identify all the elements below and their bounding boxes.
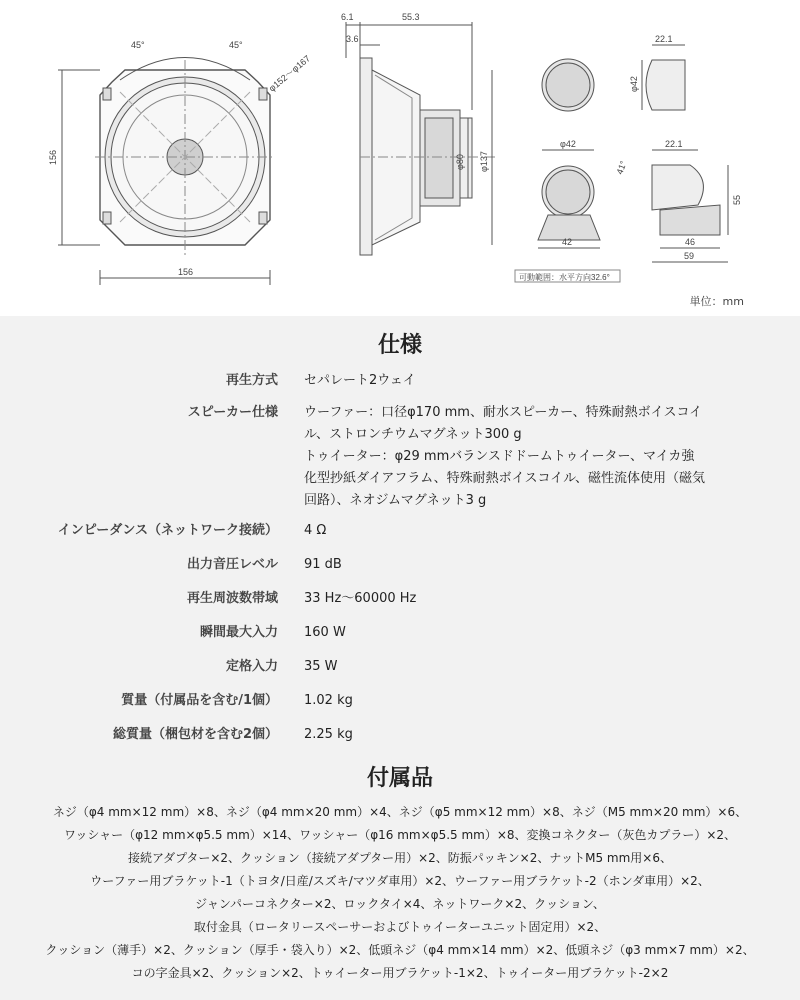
spec-value-line: ル、ストロンチウムマグネット300 g <box>304 427 522 442</box>
accessories-line: ネジ（φ4 mm×12 mm）×8、ネジ（φ4 mm×20 mm）×4、ネジ（φ5 mm×12 mm）×8、ネジ（M5 mm×20 mm）×6、 <box>52 805 748 819</box>
accessories-title: 付属品 <box>366 766 433 791</box>
woofer-front-view <box>58 58 275 286</box>
accessories-line: ワッシャー（φ12 mm×φ5.5 mm）×14、ワッシャー（φ16 mm×φ5.5 mm）×8、変換コネクター（灰色カプラー）×2、 <box>63 828 737 842</box>
spec-value-line: 35 W <box>304 659 338 674</box>
dimension-drawing <box>0 0 800 316</box>
spec-title: 仕様 <box>377 333 422 358</box>
spec-value-line: 4 Ω <box>304 523 327 538</box>
dim-side-depth-a: 6.1 <box>341 12 354 22</box>
dim-tweeter-dia-side: φ42 <box>629 76 639 92</box>
spec-value-line: 2.25 kg <box>304 727 353 742</box>
accessories-line: 取付金具（ロータリースペーサーおよびトゥイーターユニット固定用）×2、 <box>193 920 607 934</box>
spec-label: 総質量（梱包材を含む2個） <box>112 727 278 742</box>
accessories-line: クッション（薄手）×2、クッション（厚手・袋入り）×2、低頭ネジ（φ4 mm×14 mm）×2、低頭ネジ（φ3 mm×7 mm）×2、 <box>45 943 755 957</box>
dim-tweeter-stand-width: 42 <box>562 237 573 247</box>
spec-value <box>304 370 754 392</box>
dim-front-height: 156 <box>48 149 58 165</box>
dim-tweeter-angle: 41° <box>614 159 629 176</box>
dim-tweeter-base-a: 46 <box>685 237 696 247</box>
spec-value <box>304 656 754 678</box>
spec-value <box>304 520 754 542</box>
spec-value <box>304 690 754 712</box>
spec-value-line: 化型抄紙ダイアフラム、特殊耐熱ボイスコイル、磁性流体使用（磁気 <box>304 471 706 486</box>
spec-label: 定格入力 <box>225 659 278 674</box>
spec-value-line: 160 W <box>304 625 346 640</box>
spec-value-line: 33 Hz～60000 Hz <box>304 591 417 606</box>
dim-tweeter-base-b: 59 <box>684 251 695 261</box>
unit-label: 単位：mm <box>689 295 744 308</box>
dim-front-width: 156 <box>178 267 194 277</box>
dimension-drawing-svg <box>0 0 800 316</box>
spec-value <box>304 554 754 576</box>
accessories-line: 接続アダプター×2、クッション（接続アダプター用）×2、防振パッキン×2、ナットM5 mm用×6、 <box>128 851 672 865</box>
dim-side-body: φ137 <box>479 151 489 172</box>
accessories-line: ジャンパーコネクター×2、ロックタイ×4、ネットワーク×2、クッション、 <box>195 897 605 911</box>
dim-side-magnet: φ80 <box>455 154 465 170</box>
dim-tweeter-stand-depth: 22.1 <box>665 139 683 149</box>
spec-value-line: ウーファー：口径φ170 mm、耐水スピーカー、特殊耐熱ボイスコイ <box>304 405 703 420</box>
dim-front-angle-right: 45° <box>229 40 243 50</box>
spec-label: 質量（付属品を含む/1個） <box>121 693 278 708</box>
accessories-line: ウーファー用ブラケット-1（トヨタ/日産/スズキ/マツダ車用）×2、ウーファー用ブラケット-2（ホンダ車用）×2、 <box>90 874 710 888</box>
spec-section <box>0 316 800 1000</box>
spec-label: 出力音圧レベル <box>186 557 278 572</box>
spec-label: インピーダンス（ネットワーク接続） <box>57 523 278 538</box>
spec-value-line: セパレート2ウェイ <box>304 373 416 388</box>
spec-value <box>304 724 754 746</box>
dim-tweeter-stand-dia: φ42 <box>560 139 576 149</box>
spec-value <box>304 622 754 644</box>
spec-label: 再生周波数帯域 <box>186 591 278 606</box>
dim-tweeter-stand-height: 55 <box>732 194 742 205</box>
range-note: 可動範囲：水平方向32.6° <box>519 273 610 282</box>
dim-side-flange: 3.6 <box>346 34 359 44</box>
dim-front-angle-left: 45° <box>131 40 145 50</box>
dim-front-diameter: φ152～φ167 <box>266 53 313 94</box>
dim-side-depth-b: 55.3 <box>402 12 420 22</box>
woofer-side-view <box>346 22 495 255</box>
spec-value-line: 91 dB <box>304 557 342 572</box>
spec-label: 瞬間最大入力 <box>199 625 278 640</box>
spec-value-line: トゥイーター：φ29 mmバランスドドームトゥイーター、マイカ強 <box>304 449 695 464</box>
spec-label: スピーカー仕様 <box>187 405 278 420</box>
accessories-list <box>10 801 790 985</box>
spec-value-line: 回路）、ネオジムマグネット3 g <box>304 493 487 508</box>
dim-tweeter-depth-top: 22.1 <box>655 34 673 44</box>
spec-value <box>304 402 754 512</box>
spec-value-line: 1.02 kg <box>304 693 353 708</box>
accessories-line: コの字金具×2、クッション×2、トゥイーター用ブラケット-1×2、トゥイーター用ブラケット-2×2 <box>131 966 669 980</box>
spec-label: 再生方式 <box>225 373 278 388</box>
spec-value <box>304 588 754 610</box>
